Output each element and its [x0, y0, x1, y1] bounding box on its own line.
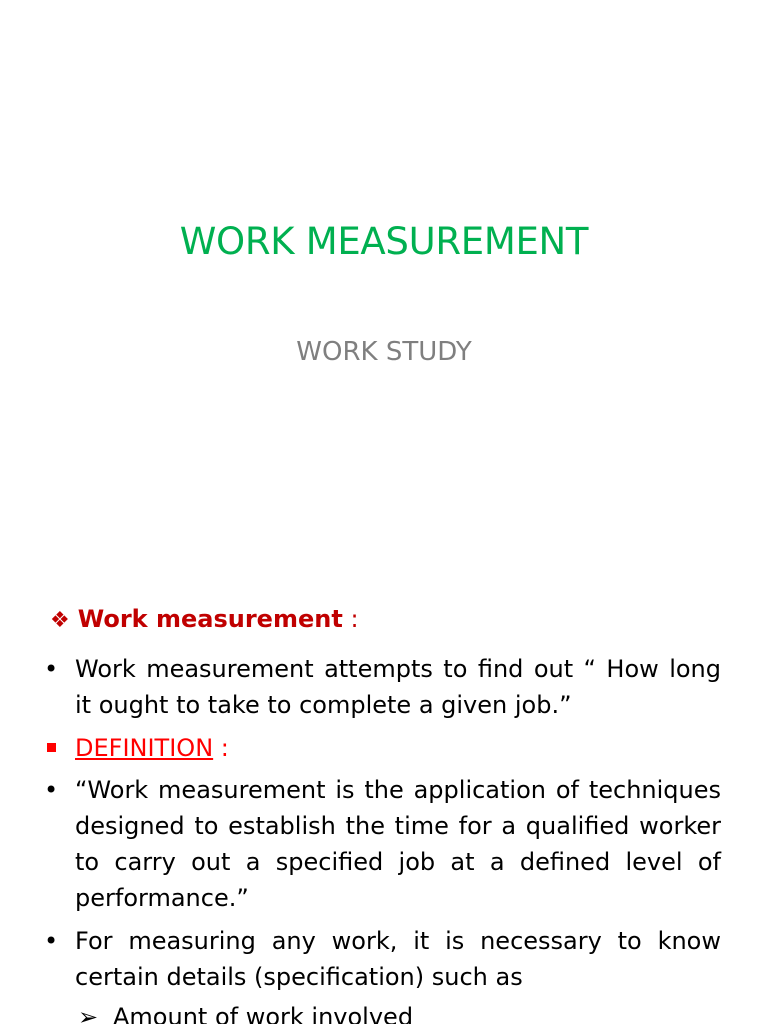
- sub-bullet-item: Amount of work involved: [113, 1003, 414, 1024]
- bullet-item-definition: “Work measurement is the application of techniques designed to establish the time for a qualified worker to carry out a specified job at a defined level of performance.”: [75, 776, 721, 912]
- slide-subtitle: WORK STUDY: [296, 337, 472, 367]
- section-heading-colon: :: [350, 605, 359, 633]
- section-heading: [50, 602, 359, 638]
- square-bullet-icon: [47, 743, 56, 752]
- bullet-item-intro: Work measurement attempts to find out “ How long it ought to take to complete a given job.”: [75, 655, 721, 719]
- bullet-icon: •: [44, 655, 59, 683]
- definition-label: DEFINITION: [75, 734, 214, 762]
- content-slide: [0, 576, 768, 1024]
- arrow-bullet-icon: ➢: [78, 1003, 99, 1024]
- bullet-icon: •: [44, 776, 59, 804]
- section-heading-text: Work measurement: [77, 605, 343, 633]
- definition-colon: :: [220, 734, 229, 762]
- definition-heading: [75, 730, 721, 766]
- slide-title: WORK MEASUREMENT: [179, 220, 589, 263]
- diamond-bullet-icon: ❖: [50, 608, 70, 633]
- bullet-icon: •: [44, 927, 59, 955]
- bullet-item-measuring: For measuring any work, it is necessary to know certain details (specification) such as: [75, 927, 721, 991]
